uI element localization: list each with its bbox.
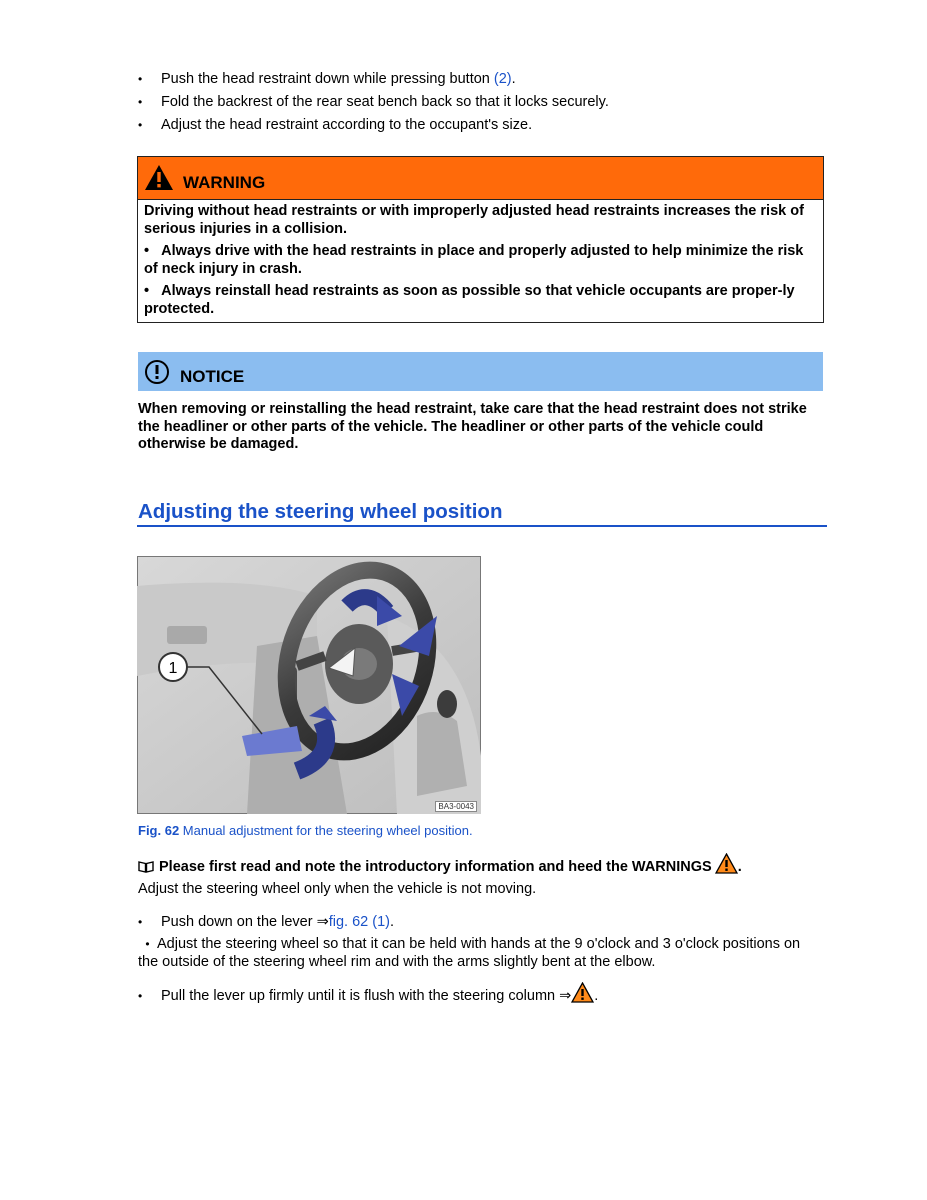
warning-intro: Driving without head restraints or with improperly adjusted head restraints increases the risk of serious injuries in a collision. — [144, 203, 804, 237]
head-restraint-steps — [138, 68, 828, 137]
warning-item-text: Always reinstall head restraints as soon as possible so that vehicle occupants are proper-ly protected. — [144, 283, 795, 317]
warning-item-text: Always drive with the head restraints in place and properly adjusted to help minimize the risk of neck injury in crash. — [144, 243, 804, 277]
step-suffix: . — [511, 71, 516, 87]
notice-text: When removing or reinstalling the head restraint, take care that the head restraint does not strike the headliner or other parts of the vehicle. The headliner or other parts of the vehicle could otherwise be damaged. — [138, 401, 807, 452]
arrow-icon: ⇒ — [316, 914, 329, 930]
bullet: • — [145, 937, 150, 951]
open-book-icon — [138, 860, 154, 877]
step-text: Pull the lever up firmly until it is flush with the steering column — [161, 988, 560, 1004]
step-text: Push the head restraint down while pressing button — [161, 71, 494, 87]
list-item — [138, 91, 828, 114]
fig-ref-link[interactable]: fig. 62 (1) — [328, 914, 390, 930]
bullet: • — [138, 989, 143, 1003]
adjust-instruction: Adjust the steering wheel only when the vehicle is not moving. — [138, 881, 537, 897]
bullet: • — [138, 915, 143, 929]
heading-underline — [137, 525, 827, 527]
exclamation-circle-icon — [144, 359, 170, 389]
section-heading: Adjusting the steering wheel position — [138, 500, 503, 523]
bullet: • — [138, 118, 143, 132]
notice-header — [138, 352, 823, 391]
warning-triangle-icon[interactable] — [571, 982, 594, 1008]
steering-wheel-illustration — [137, 556, 481, 814]
arrow-icon: ⇒ — [559, 988, 572, 1004]
list-item — [138, 68, 828, 91]
step-text: Adjust the steering wheel so that it can be held with hands at the 9 o'clock and 3 o'clock positions on the outside of the steering wheel rim and with the arms slightly bent at the elbow. — [138, 936, 801, 970]
list-item — [138, 935, 823, 971]
read-note-text: Please first read and note the introductory information and heed the WARNINGS — [159, 859, 712, 875]
figure-label: Fig. 62 — [138, 823, 180, 838]
step-suffix: . — [389, 914, 395, 930]
figure-caption-text: Manual adjustment for the steering wheel position. — [179, 823, 473, 838]
read-first-note — [138, 853, 742, 878]
warning-body — [138, 200, 823, 322]
bullet: • — [144, 283, 150, 299]
warning-triangle-icon — [144, 164, 174, 195]
read-note-suffix: . — [737, 859, 742, 875]
bullet: • — [138, 72, 143, 86]
list-item — [138, 913, 394, 931]
steering-wheel-figure — [137, 556, 481, 814]
button-ref-link[interactable]: (2) — [493, 71, 512, 87]
step-text: Push down on the lever — [161, 914, 317, 930]
warning-triangle-icon[interactable] — [715, 853, 738, 878]
step-text: Fold the backrest of the rear seat bench back so that it locks securely. — [161, 94, 609, 110]
callout-number: 1 — [168, 660, 178, 677]
list-item — [138, 982, 598, 1008]
notice-title: NOTICE — [180, 367, 245, 386]
figure-caption — [138, 823, 473, 838]
step-suffix: . — [594, 988, 599, 1004]
warning-item — [144, 283, 817, 318]
step-text: Adjust the head restraint according to the occupant's size. — [161, 117, 533, 133]
warning-title: WARNING — [183, 173, 266, 192]
image-code: BA3-0043 — [435, 801, 477, 812]
warning-box — [137, 156, 824, 323]
bullet: • — [144, 243, 150, 259]
bullet: • — [138, 95, 143, 109]
list-item — [138, 114, 828, 137]
warning-header — [138, 157, 823, 200]
warning-item — [144, 243, 817, 278]
